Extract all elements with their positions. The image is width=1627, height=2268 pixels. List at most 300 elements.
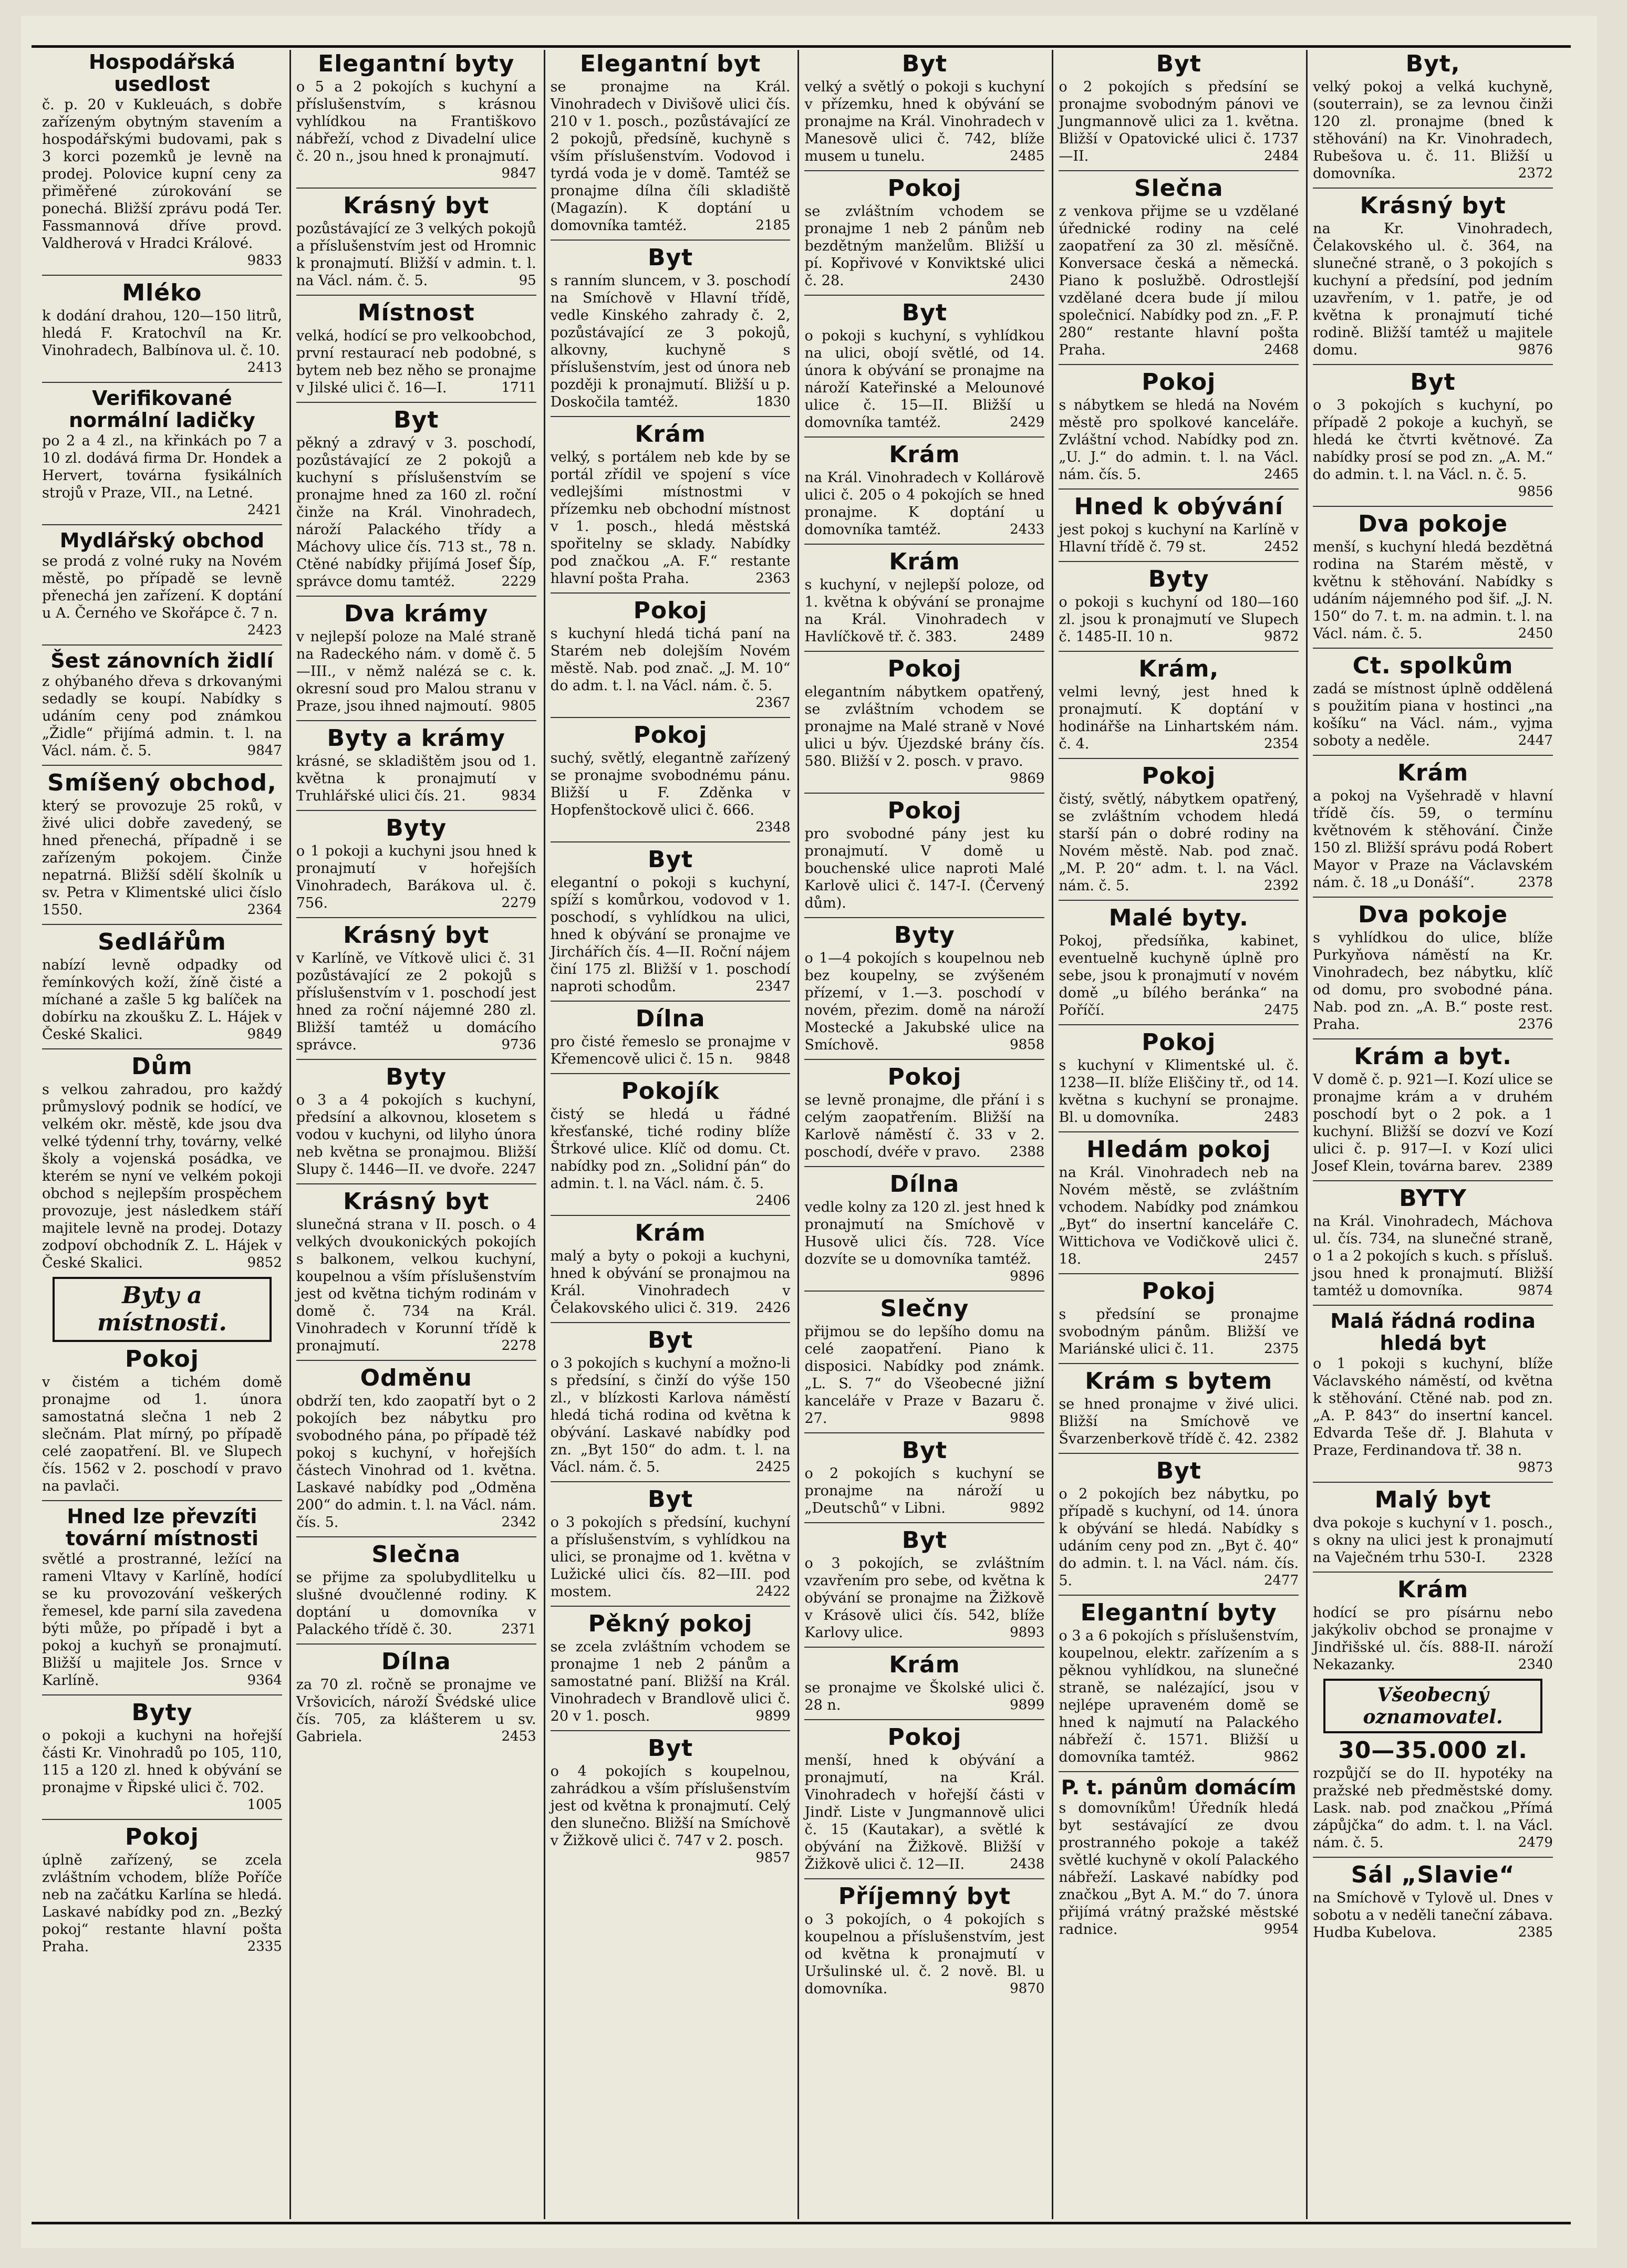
ad-heading: Mydlářský obchod	[59, 529, 265, 552]
ad-heading: Byt	[901, 1527, 948, 1554]
classified-ad	[296, 596, 536, 715]
ad-text: a pokoj na Vyšehradě v hlavní třídě čís. 59, o termínu květnovém k stěhování. Činže 150 zl. Bližší správu podá Robert Mayor v Praze na Václavském nám. č. 18 „u Donáší“.	[1313, 788, 1553, 891]
ad-text: pozůstávající ze 3 velkých pokojů a příslušenstvím jest od Hromnic k pronajmutí. Bližší v admin. t. l. na Václ. nám. č. 5.	[296, 221, 536, 289]
ad-text: čistý, světlý, nábytkem opatřený, se zvláštním vchodem hledá starší pán o dobré rodiny na Novém městě. Nab. pod znač. „M. P. 20“ adm. t. l. na Václ. nám. č. 5.	[1059, 791, 1299, 894]
ad-heading: Dva krámy	[344, 600, 489, 627]
ad-body	[1059, 1306, 1299, 1358]
classified-ad	[1059, 51, 1299, 165]
classified-ad	[1313, 755, 1553, 891]
ad-number: 2406	[755, 1193, 791, 1209]
classified-ad	[804, 917, 1044, 1054]
ad-number: 2364	[247, 902, 282, 918]
ad-heading: Pokoj	[633, 597, 708, 624]
classified-ad	[1059, 900, 1299, 1019]
classified-ad	[1059, 1771, 1299, 1938]
section-heading: Všeobecný oznamovatel.	[1323, 1679, 1542, 1733]
ad-number: 2229	[501, 574, 536, 589]
ad-heading: Hledám pokoj	[1086, 1136, 1271, 1163]
ad-body	[804, 1752, 1044, 1873]
ad-body	[804, 1199, 1044, 1285]
ad-heading: Dva pokoje	[1357, 511, 1508, 537]
ad-text: se levně pronajme, dle přání i s celým zaopatřením. Bližší na Karlově náměstí č. 33 v 2. poschodí, dvéře v pravo.	[804, 1092, 1045, 1160]
ad-text: na Král. Vinohradech v Kollárově ulici č. 205 o 4 pokojích se hned pronajme. K doptání u domovníka tamtéž.	[804, 470, 1045, 538]
classified-ad	[804, 1719, 1044, 1873]
classified-ad	[551, 416, 791, 587]
classified-ad	[42, 275, 282, 377]
ad-body	[804, 1323, 1044, 1427]
classified-ad	[1313, 506, 1553, 642]
ad-number: 2453	[501, 1729, 536, 1744]
ad-number: 2430	[1010, 273, 1045, 288]
ad-body	[42, 553, 282, 639]
classified-ad	[1059, 651, 1299, 753]
ad-heading: Pokoj	[125, 1346, 199, 1372]
ad-body	[296, 628, 536, 715]
ad-number: 2423	[247, 622, 282, 638]
classified-ad	[1059, 488, 1299, 556]
ad-body	[1313, 1604, 1553, 1673]
ad-body	[42, 797, 282, 919]
classified-ad	[804, 1432, 1044, 1517]
classified-ad	[42, 924, 282, 1043]
ad-text: s kuchyní v Klimentské ul. č. 1238—II. blíže Eliščiny tř., od 14. května s kuchyní se pronajme. Bl. u domovníka.	[1059, 1057, 1299, 1126]
ad-number: 2421	[247, 502, 282, 518]
ad-column	[1308, 50, 1560, 2219]
ad-body	[551, 1355, 791, 1476]
classified-ad	[804, 436, 1044, 538]
ad-body	[1313, 929, 1553, 1033]
ad-heading: Byt	[647, 1327, 693, 1354]
ad-heading: Byt	[393, 407, 439, 433]
classified-ad	[804, 793, 1044, 912]
ad-number: 2485	[1010, 148, 1045, 164]
ad-heading: Mléko	[122, 279, 202, 306]
ad-text: nabízí levně odpadky od řemínkových koží, žíně čisté a míchané a zašle 5 kg balíček na dobírku na zkoušku Z. L. Hájek v České Skalici.	[42, 957, 282, 1043]
ad-body	[551, 272, 791, 411]
ad-body	[804, 203, 1044, 289]
ad-number: 9856	[1518, 484, 1553, 500]
classified-ad	[296, 295, 536, 397]
ad-number: 1830	[755, 394, 791, 410]
classified-ad	[296, 917, 536, 1054]
ad-heading: Odměnu	[360, 1365, 472, 1391]
ad-body	[551, 874, 791, 995]
ad-heading: Dílna	[381, 1648, 451, 1675]
ad-text: se pronajme ve Školské ulici č. 28 n.	[804, 1680, 1045, 1713]
ad-body	[296, 1091, 536, 1178]
ad-heading: Byt	[647, 244, 693, 271]
ad-heading: Dílna	[635, 1005, 706, 1032]
ad-heading: Malé byty.	[1108, 904, 1249, 931]
ad-text: v Karlíně, ve Vítkově ulici č. 31 pozůstávající ze 2 pokojů s příslušenstvím v 1. poschodí jest hned za roční nájemné 280 zl. Bližší tamtéž u domácího správce.	[296, 950, 536, 1053]
ad-heading: Byty	[131, 1699, 193, 1726]
ad-number: 2279	[501, 895, 536, 911]
ad-number: 2382	[1263, 1431, 1299, 1447]
classified-ad	[1313, 51, 1553, 182]
classified-ad	[1059, 1131, 1299, 1268]
ad-number: 2475	[1263, 1002, 1299, 1018]
classified-ad	[42, 1694, 282, 1814]
ad-heading: Byty	[894, 922, 955, 949]
ad-number: 2429	[1010, 414, 1045, 430]
ad-column	[291, 50, 545, 2219]
ad-heading: Pokojík	[621, 1078, 720, 1105]
ad-number: 9893	[1010, 1625, 1045, 1640]
ad-text: velmi levný, jest hned k pronajmutí. K doptání v hodinářše na Linhartském nám. č. 4.	[1059, 684, 1299, 752]
classified-ad	[1313, 1180, 1553, 1299]
ad-number: 9876	[1518, 342, 1553, 358]
classified-ad	[804, 651, 1044, 787]
ad-body	[296, 1392, 536, 1531]
ad-body	[296, 434, 536, 590]
ad-number: 2278	[501, 1338, 536, 1354]
ad-body	[1059, 1396, 1299, 1448]
ad-number: 2483	[1263, 1109, 1299, 1125]
classified-columns	[37, 50, 1560, 2219]
ad-heading: Příjemný byt	[838, 1883, 1011, 1910]
classified-ad	[296, 1643, 536, 1745]
classified-ad	[551, 1481, 791, 1600]
ad-text: se hned pronajme v živé ulici. Bližší na Smíchově ve Švarzenberkově třídě č. 42.	[1059, 1396, 1299, 1447]
ad-text: menší, hned k obývání a pronajmutí, na Král. Vinohradech v hořejší části v Jindř. Liste v Jungmannově ulici č. 15 (Kautakar), a světlé k obývání na Žižkově. Bližší v Žižkově ulici č. 12—II.	[804, 1752, 1045, 1872]
ad-body	[804, 825, 1044, 912]
ad-text: menší, s kuchyní hledá bezdětná rodina na Starém městě, v květnu k stěhování. Nabídky s udáním nájemného pod šif. „J. N. 150“ do 7. t. m. na admin. t. l. na Václ. nám. č. 5.	[1313, 539, 1553, 642]
ad-heading: Krám a byt.	[1354, 1043, 1512, 1070]
ad-body	[1059, 397, 1299, 483]
ad-heading: Byt,	[1405, 50, 1460, 77]
ad-text: V domě č. p. 921—I. Kozí ulice se pronajme krám a v druhém poschodí byt o 2 pok. a 1 kuchyní. Bližší se dozví ve Kozí ulici č. p. 917—I. v Kozí ulici Josef Klein, továrna barev.	[1313, 1071, 1553, 1174]
ad-heading: Krásný byt	[343, 192, 490, 219]
ad-text: suchý, světlý, elegantně zařízený se pronajme svobodnému pánu. Bližší u F. Zděnka v Hopfenštockově ulici č. 666.	[550, 750, 791, 818]
ad-number: 9872	[1263, 629, 1299, 644]
ad-body	[1313, 680, 1553, 750]
ad-heading: Byt	[647, 1735, 693, 1762]
ad-heading: Elegantní byt	[579, 50, 761, 77]
ad-heading: Krám	[889, 441, 960, 468]
classified-ad	[551, 841, 791, 995]
ad-number: 2335	[247, 1939, 282, 1954]
ad-number: 2376	[1518, 1016, 1553, 1032]
ad-heading: Byt	[901, 299, 948, 326]
ad-number: 2185	[755, 217, 791, 233]
ad-text: s velkou zahradou, pro každý průmyslový podnik se hodící, ve velkém okr. městě, kde jsou dva velké týdenní trhy, továrny, velké školy a vojenská posádka, ve kterém se nyní ve velkém pokoji obchod s nejlepším prospěchem provozuje, jest následkem stáří majitele levně na prodej. Dotazy zodpoví obchodník Z. L. Hájek v České Skalici.	[42, 1081, 282, 1271]
ad-heading: Krásný byt	[343, 1188, 490, 1215]
ad-number: 2389	[1518, 1158, 1553, 1174]
ad-number: 9862	[1263, 1749, 1299, 1765]
ad-body	[1313, 1765, 1553, 1851]
ad-text: velký a světlý o pokoji s kuchyní v přízemku, hned k obývání se pronajme na Král. Vinohradech v Manesově ulici č. 742, blíže musem u tunelu.	[804, 79, 1045, 164]
classified-ad	[42, 644, 282, 760]
ad-heading: Krám	[635, 1220, 706, 1246]
ad-number: 2433	[1010, 522, 1045, 537]
ad-text: krásné, se skladištěm jsou od 1. května k pronajmutí v Truhlářské ulici čís. 21.	[296, 753, 536, 804]
ad-heading: Pokoj	[887, 1724, 962, 1751]
ad-text: o 2 pokojích bez nábytku, po případě s kuchyní, od 14. února k obývání se hledá. Nabídky s udáním ceny pod zn. „Byt č. 40“ do admin. t. l. na Václ. nám. čís. 5.	[1059, 1486, 1299, 1589]
ad-body	[1313, 1213, 1553, 1299]
ad-text: o 2 pokojích s kuchyní se pronajme na nároží u „Deutschů“ v Libni.	[804, 1465, 1045, 1516]
ad-body	[42, 432, 282, 519]
classified-ad	[551, 1001, 791, 1068]
bottom-rule	[32, 2222, 1571, 2224]
ad-number: 2392	[1263, 878, 1299, 893]
ad-body	[1059, 594, 1299, 646]
ad-body	[296, 327, 536, 397]
ad-heading: Dílna	[889, 1171, 960, 1198]
ad-number: 2328	[1518, 1549, 1553, 1565]
classified-ad	[42, 524, 282, 639]
classified-ad	[1059, 170, 1299, 359]
ad-body	[551, 1106, 791, 1210]
ad-heading: Pokoj	[633, 722, 708, 748]
ad-text: dva pokoje s kuchyní v 1. posch., s okny na ulici jest k pronajmutí na Vaječném trhu 530-I.	[1313, 1515, 1553, 1566]
ad-heading: Byt	[1156, 50, 1201, 77]
ad-body	[804, 1679, 1044, 1714]
top-rule	[32, 45, 1571, 48]
classified-ad	[1059, 1024, 1299, 1126]
ad-text: s kuchyní hledá tichá paní na Starém neb dolejším Novém městě. Nab. pod znač. „J. M. 10“ do adm. t. l. na Václ. nám. č. 5.	[550, 626, 791, 694]
ad-text: v nejlepší poloze na Malé straně na Radeckého nám. v domě č. 5—III., v němž nalézá se c. k. okresní soud pro Malou stranu v Praze, jsou ihned najmoutí.	[296, 629, 536, 714]
classified-ad	[1059, 561, 1299, 646]
ad-heading: Slečna	[1134, 175, 1224, 202]
ad-text: s domovníkům! Úředník hledá byt sestávající ze dvou prostranného pokoje a takéž světlé kuchyně v okolí Palackého nábřeží. Laskavé nabídky pod značkou „Byt A. M.“ do 7. února přijímá vrátný pražské městské radnice.	[1059, 1800, 1299, 1938]
ad-body	[1059, 683, 1299, 753]
ad-body	[296, 842, 536, 912]
ad-text: o 3 pokojích s kuchyní, po případě 2 pokoje a kuchyň, se hledá ke čtvrti květnové. Za nabídky prosí se pod zn. „A. M.“ do admin. t. l. na Václ. n. č. 5.	[1313, 397, 1553, 483]
ad-text: přijmou se do lepšího domu na celé zaopatření. Piano k disposici. Nabídky pod známk. „L. S. 7“ do Všeobecné jižní kanceláře v Praze v Bazaru č. 27.	[804, 1324, 1045, 1427]
ad-text: o 3 pokojích s předsíní, kuchyní a příslušenstvím, s vyhlídkou na ulici, se pronajme od 1. května v Lužické ulici čís. 82—III. pod mostem.	[550, 1514, 791, 1600]
ad-text: jest pokoj s kuchyní na Karlíně v Hlavní třídě č. 79 st.	[1059, 522, 1299, 555]
classified-ad	[42, 382, 282, 519]
ad-text: slunečná strana v II. posch. o 4 velkých dvoukonických pokojích s balkonem, velkou kuchyní, koupelnou a vším příslušenstvím jest od května tichým rodinám v domě č. 734 na Král. Vinohradech v Korunní třídě k pronajmutí.	[296, 1216, 536, 1354]
ad-body	[296, 1216, 536, 1355]
ad-heading: Byt	[1410, 369, 1456, 396]
ad-heading: Sedlářům	[98, 929, 226, 955]
ad-text: s nábytkem se hledá na Novém městě pro spolkové kanceláře. Zvláštní vchod. Nabídky pod zn. „U. J.“ do admin. t. l. na Václ. nám. čís. 5.	[1059, 397, 1299, 483]
ad-body	[804, 1911, 1044, 1997]
ad-heading: BYTY	[1399, 1185, 1467, 1212]
ad-body	[1313, 78, 1553, 182]
ad-number: 9852	[247, 1255, 282, 1271]
ad-number: 2247	[501, 1161, 536, 1177]
classified-ad	[1059, 364, 1299, 483]
ad-number: 1005	[247, 1797, 282, 1813]
ad-number: 9857	[755, 1850, 791, 1866]
ad-heading: 30—35.000 zl.	[1338, 1737, 1528, 1764]
ad-body	[42, 1374, 282, 1495]
ad-body	[804, 576, 1044, 646]
ad-text: s kuchyní, v nejlepší poloze, od 1. května k obývání se pronajme na Král. Vinohradech v Havlíčkově tř. č. 383.	[804, 577, 1045, 645]
ad-heading: Hospodářská usedlost	[88, 50, 235, 96]
ad-number: 9847	[501, 165, 536, 181]
ad-number: 9805	[501, 698, 536, 714]
ad-text: za 70 zl. ročně se pronajme ve Vršovicích, nároží Švédské ulice čís. 705, za klášterem u sv. Gabriela.	[296, 1677, 536, 1745]
ad-text: na Král. Vinohradech neb na Novém městě, se zvláštním vchodem. Nabídky pod známkou „Byt“ do insertní kanceláře C. Wittichova ve Vodičkově ulici č. 18.	[1059, 1164, 1299, 1267]
ad-number: 2457	[1263, 1251, 1299, 1267]
ad-body	[804, 1555, 1044, 1641]
ad-heading: Byty a krámy	[327, 725, 505, 752]
ad-heading: Smíšený obchod,	[47, 769, 277, 796]
ad-heading: Krám	[635, 421, 706, 448]
ad-body	[42, 1851, 282, 1955]
ad-number: 9899	[755, 1708, 791, 1724]
ad-text: vedle kolny za 120 zl. jest hned k pronajmutí na Smíchově v Husově ulici čís. 728. Více dozvíte se u domovníka tamtéž.	[804, 1199, 1045, 1267]
ad-heading: Byt	[901, 1437, 948, 1464]
ad-heading: Slečny	[880, 1295, 969, 1322]
ad-body	[804, 469, 1044, 538]
ad-body	[1313, 1071, 1553, 1175]
ad-text: malý a byty o pokoji a kuchyni, hned k obývání se pronajmou na Král. Vinohradech v Čelakovského ulici č. 319.	[550, 1248, 791, 1316]
ad-body	[804, 950, 1044, 1054]
ad-number: 9896	[1010, 1268, 1045, 1284]
ad-heading: Dva pokoje	[1357, 901, 1508, 928]
classified-ad	[1059, 1453, 1299, 1589]
ad-heading: Krám	[889, 1651, 960, 1678]
ad-text: obdrží ten, kdo zaopatří byt o 2 pokojích bez nábytku pro svobodného pána, po případě též pokoj s kuchyní, v hořejších částech Vinohrad od 1. května. Laskavé nabídky pod „Odměna 200“ do admin. t. l. na Václ. nám. čís. 5.	[296, 1393, 536, 1531]
ad-text: velká, hodící se pro velkoobchod, první restaurací neb podobné, s bytem neb bez něho se pronajme v Jilské ulici č. 16—I.	[296, 328, 536, 396]
ad-text: o pokoji s kuchyní od 180—160 zl. jsou k pronajmutí ve Slupech č. 1485-II. 10 n.	[1059, 594, 1299, 645]
ad-number: 2385	[1518, 1924, 1553, 1940]
classified-ad	[551, 717, 791, 836]
ad-body	[296, 753, 536, 805]
ad-number: 2452	[1263, 539, 1299, 555]
ad-text: o 5 a 2 pokojích s kuchyní a příslušenstvím, s krásnou vyhlídkou na Františkovo nábřeží, vchod z Divadelní ulice č. 20 n., jsou hned k pronajmutí.	[296, 79, 536, 164]
ad-body	[42, 673, 282, 760]
classified-ad	[42, 51, 282, 269]
classified-ad	[296, 1360, 536, 1531]
ad-text: s vyhlídkou do ulice, blíže Purkyňova náměstí na Kr. Vinohradech, bez nábytku, klíč od domu, pro svobodné pána. Nab. pod zn. „A. B.“ poste rest. Praha.	[1313, 930, 1553, 1033]
ad-number: 9858	[1010, 1037, 1045, 1053]
ad-heading: Hned k obývání	[1074, 493, 1284, 520]
ad-number: 9364	[247, 1672, 282, 1688]
ad-text: se pronajme na Král. Vinohradech v Divišově ulici čís. 210 v 1. posch., pozůstávající ze 2 pokojů, předsíně, kuchyně s vším příslušenstvím. Vodovod i tyrdá voda je v domě. Tamtéž se pronajme dílna číli skladiště (Magazín). K doptání u domovníka tamtéž.	[550, 79, 791, 234]
ad-heading: Pokoj	[1142, 1029, 1216, 1056]
classified-ad	[551, 1606, 791, 1725]
ad-heading: Krásný byt	[343, 922, 490, 949]
ad-body	[1313, 787, 1553, 891]
ad-body	[551, 1763, 791, 1867]
ad-body	[1059, 1627, 1299, 1766]
ad-text: elegantním nábytkem opatřený, se zvláštním vchodem se pronajme na Malé straně v Nové ulici u býv. Újezdské brány čís. 580. Bližší v 2. posch. v pravo.	[804, 684, 1045, 769]
classified-ad	[1313, 188, 1553, 359]
ad-body	[1313, 1889, 1553, 1941]
ad-number: 9899	[1010, 1697, 1045, 1713]
classified-ad	[804, 295, 1044, 431]
ad-heading: Elegantní byty	[318, 50, 515, 77]
ad-text: o 3 pokojích, o 4 pokojích s koupelnou a příslušenstvím, jest od května k pronajmutí v Uršulinské ul. č. 2 nově. Bl. u domovníka.	[804, 1911, 1045, 1997]
ad-body	[296, 220, 536, 289]
classified-ad	[804, 170, 1044, 289]
ad-heading: Slečna	[371, 1541, 461, 1568]
ad-body	[1313, 220, 1553, 359]
ad-heading: Pokoj	[1142, 763, 1216, 789]
ad-number: 2479	[1518, 1835, 1553, 1850]
ad-number: 2367	[755, 695, 791, 711]
ad-text: po 2 a 4 zl., na křinkách po 7 a 10 zl. dodává firma Dr. Hondek a Hervert, továrna fysikálních strojů v Praze, VII., na Letné.	[42, 433, 282, 501]
ad-heading: Byt	[901, 50, 948, 77]
ad-text: velký, s portálem neb kde by se portál zřídil ve spojení s více vedlejšími místnostmi v přízemku neb obchodní místnost v 1. posch., hledá městská spořitelny se sklady. Nabídky pod značkou „A. F.“ restante hlavní pošta Praha.	[550, 449, 791, 587]
ad-text: pro svobodné pány jest ku pronajmutí. V domě u bouchenské ulice naproti Malé Karlově ulici č. 147-I. (Červený dům).	[804, 826, 1045, 911]
ad-body	[1059, 521, 1299, 556]
ad-number: 2348	[755, 819, 791, 835]
ad-body	[551, 1033, 791, 1068]
classified-ad	[1313, 1305, 1553, 1476]
classified-ad	[1059, 1595, 1299, 1766]
ad-heading: Pokoj	[887, 175, 962, 202]
ad-heading: Pokoj	[887, 656, 962, 682]
classified-ad	[296, 51, 536, 182]
ad-text: se zcela zvláštním vchodem se pronajme 1 neb 2 pánům a samostatné paní. Bližší na Král. Vinohradech v Brandlově ulici č. 20 v 1. posch.	[550, 1639, 791, 1724]
ad-heading: Verifikované normální ladičky	[68, 387, 255, 432]
ad-number: 2484	[1263, 148, 1299, 164]
ad-number: 9869	[1010, 771, 1045, 786]
ad-heading: Malý byt	[1374, 1486, 1491, 1513]
ad-text: čistý se hledá u řádné křesťanské, tiché rodiny blíže Štrkové ulice. Klíč od domu. Ct. nabídky pod zn. „Solidní pán“ do admin. t. l. na Václ. nám. č. 5.	[550, 1106, 791, 1192]
ad-text: elegantní o pokoji s kuchyní, spíží s komůrkou, vodovod v 1. poschodí, s vyhlídkou na ulici, hned k obývání se pronajme ve Jirchářích čís. 4—II. Roční nájem činí 175 zl. Bližší v 1. poschodí naproti schodům.	[550, 875, 791, 995]
classified-ad	[804, 51, 1044, 165]
classified-ad	[804, 1166, 1044, 1285]
ad-body	[1059, 1799, 1299, 1938]
ad-text: o 1 pokoji a kuchyni jsou hned k pronajmutí v hořejších Vinohradech, Barákova ul. č. 756.	[296, 843, 536, 911]
ad-number: 2378	[1518, 875, 1553, 890]
ad-number: 2438	[1010, 1856, 1045, 1872]
classified-ad	[804, 1647, 1044, 1714]
ad-heading: Místnost	[357, 299, 475, 326]
classified-ad	[1059, 1363, 1299, 1448]
ad-heading: Pokoj	[887, 1064, 962, 1090]
ad-heading: Byt	[1156, 1458, 1201, 1484]
ad-heading: P. t. pánům domácím	[1061, 1776, 1297, 1799]
ad-number: 9898	[1010, 1410, 1045, 1426]
ad-number: 2375	[1263, 1341, 1299, 1357]
ad-text: zadá se místnost úplně oddělená s použitím piana v hostinci „na košíku“ na Václ. nám., vyjma soboty a neděle.	[1313, 681, 1553, 749]
classified-ad	[42, 1819, 282, 1955]
ad-body	[296, 1676, 536, 1745]
ad-body	[804, 1465, 1044, 1517]
ad-text: s předsíní se pronajme svobodným pánům. Bližší ve Mariánské ulici č. 11.	[1059, 1306, 1299, 1357]
ad-body	[42, 96, 282, 269]
classified-ad	[551, 1730, 791, 1867]
ad-body	[804, 78, 1044, 165]
classified-ad	[1313, 1572, 1553, 1673]
ad-text: o 3 pokojích, se zvláštním vzavřením pro sebe, od května k obývání se pronajme na Žižkově v Krásově ulici čís. 542, blíže Karlovy ulice.	[804, 1555, 1045, 1641]
classified-ad	[1313, 1482, 1553, 1566]
ad-body	[1059, 203, 1299, 359]
ad-column	[545, 50, 800, 2219]
classified-ad	[804, 1059, 1044, 1161]
ad-heading: Malá řádná rodina hledá byt	[1330, 1309, 1536, 1355]
ad-text: v čistém a tichém domě pronajme od 1. února samostatná slečna 1 neb 2 slečnám. Plat mírný, po případě celé zaopatření. Bl. ve Slupech čís. 1562 v 2. poschodí v pravo na pavlači.	[42, 1374, 282, 1494]
ad-text: z ohýbaného dřeva s drkovanými sedadly se koupí. Nabídky s udáním ceny pod známkou „Židle“ přijímá admin. t. l. na Václ. nám. č. 5.	[42, 673, 282, 759]
classified-ad	[804, 1291, 1044, 1427]
ad-heading: Byty	[386, 1064, 447, 1090]
ad-text: velký pokoj a velká kuchyně, (souterrain), se za levnou činži 120 zl. pronajme (bned k stěhování) na Kr. Vinohradech, Rubešova u. č. 11. Bližší u domovníka.	[1313, 79, 1553, 182]
ad-number: 9892	[1010, 1500, 1045, 1516]
ad-heading: Krám	[889, 548, 960, 575]
ad-number: 9870	[1010, 1981, 1045, 1996]
ad-text: na Král. Vinohradech, Máchova ul. čís. 734, na slunečné straně, o 1 a 2 pokojích s kuch. s přísluš. jsou hned k pronajmutí. Bližší tamtéž u domovníka.	[1313, 1213, 1553, 1299]
ad-number: 2354	[1263, 736, 1299, 752]
ad-text: o 1—4 pokojích s koupelnou neb bez koupelny, se zvýšeném přízemí, v 1.—3. poschodí v novém, přezim. domě na nároží Mostecké a Jakubské ulice na Smíchově.	[804, 950, 1045, 1053]
ad-text: pro čisté řemeslo se pronajme v Křemencově ulici č. 15 n.	[550, 1034, 791, 1067]
ad-column	[1053, 50, 1308, 2219]
classified-ad	[1313, 1857, 1553, 1941]
ad-number: 9848	[755, 1051, 791, 1067]
classified-ad	[296, 720, 536, 805]
ad-body	[42, 1727, 282, 1814]
classified-ad	[296, 1059, 536, 1178]
ad-body	[296, 78, 536, 182]
ad-text: pěkný a zdravý v 3. poschodí, pozůstávající ze 2 pokojů a kuchyní s příslušenstvím se pronajme hned za 160 zl. roční činže na Král. Vinohradech, nároží Palackého třídy a Máchovy ulice čís. 713 st., 78 n. Ctěné nabídky přijímá Josef Šíp, správce domu tamtéž.	[296, 435, 536, 590]
